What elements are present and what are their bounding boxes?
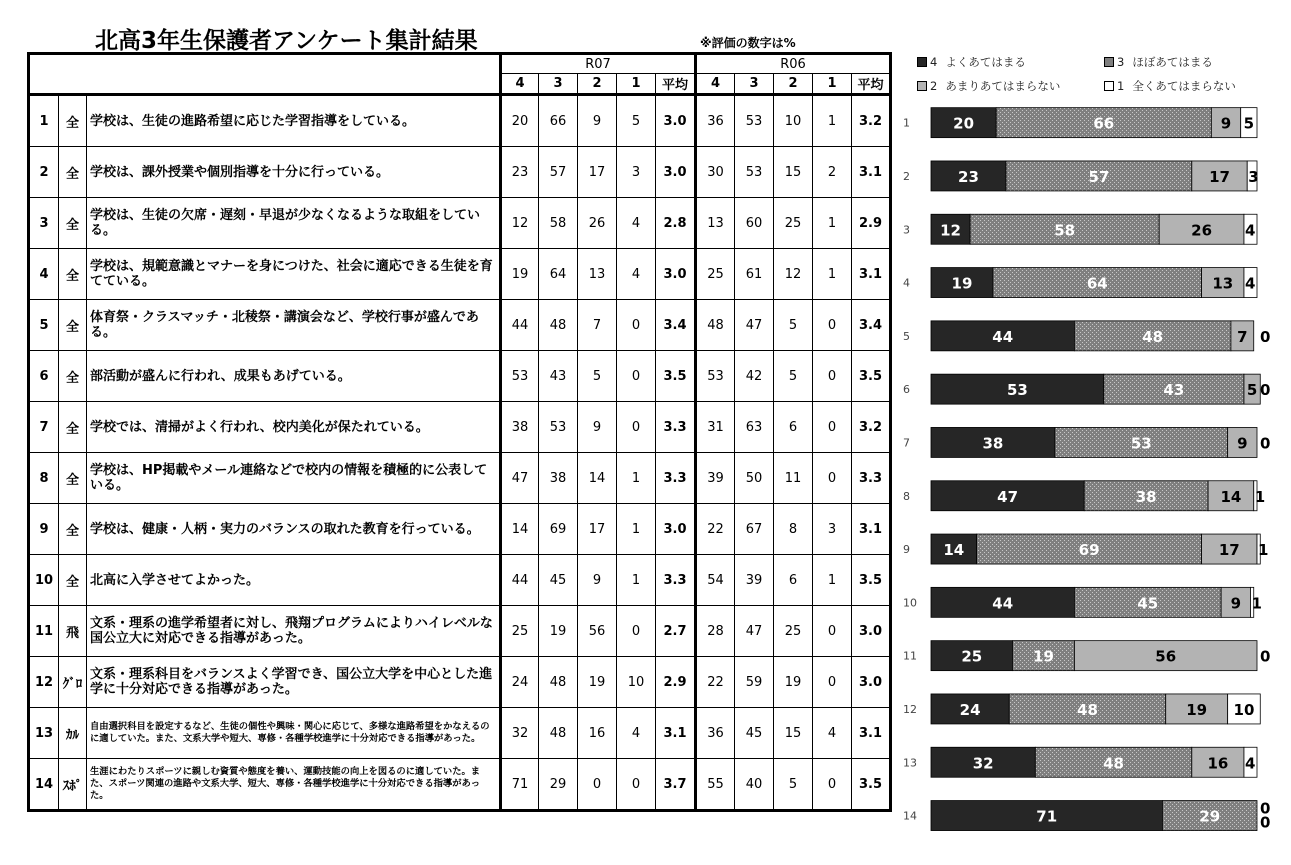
question-text: 学校では、清掃がよく行われ、校内美化が保たれている。 — [87, 402, 501, 453]
bar-value-label: 32 — [972, 754, 994, 773]
legend-label: ほぼあてはまる — [1132, 55, 1213, 69]
r07-2-value: 13 — [578, 249, 617, 300]
r06-1-value: 2 — [813, 147, 852, 198]
r06-1-value: 1 — [813, 198, 852, 249]
r07-2-value: 17 — [578, 147, 617, 198]
r06-3-value: 47 — [735, 606, 774, 657]
r07-4-value: 44 — [501, 555, 539, 606]
r06-4-value: 36 — [696, 95, 735, 147]
row-number: 3 — [29, 198, 59, 249]
r06-4-value: 39 — [696, 453, 735, 504]
question-text: 文系・理系の進学希望者に対し、飛翔プログラムによりハイレベルな国公立大に対応できる指導があった。 — [87, 606, 501, 657]
r07-avg-value: 3.4 — [656, 300, 696, 351]
category-label: 1 — [903, 116, 910, 130]
bar-value-label: 53 — [1006, 381, 1028, 400]
category-label: 13 — [903, 756, 917, 770]
legend-key: 1 — [1117, 79, 1125, 93]
r06-1-value: 0 — [813, 606, 852, 657]
row-number: 8 — [29, 453, 59, 504]
bar-value-label: 48 — [1103, 754, 1124, 773]
r07-avg-value: 2.8 — [656, 198, 696, 249]
bar-value-label: 1 — [1258, 541, 1269, 560]
question-text: 学校は、生徒の進路希望に応じた学習指導をしている。 — [87, 95, 501, 147]
category-label: 9 — [903, 543, 910, 557]
bar-value-label: 12 — [940, 221, 961, 240]
r07-4-value: 20 — [501, 95, 539, 147]
r06-avg-value: 3.0 — [852, 657, 891, 708]
row-category: 全 — [59, 249, 87, 300]
r07-avg-value: 3.7 — [656, 759, 696, 811]
r07-3-value: 43 — [539, 351, 578, 402]
r06-avg-value: 3.2 — [852, 95, 891, 147]
r07-3-value: 69 — [539, 504, 578, 555]
bar-value-label: 7 — [1237, 327, 1248, 346]
question-text: 自由選択科目を設定するなど、生徒の個性や興味・関心に応じて、多様な進路希望をかなえるのに適していた。また、文系大学や短大、専修・各種学校進学に十分対応できる指導があった。 — [87, 708, 501, 759]
r06-2-value: 5 — [774, 300, 813, 351]
r07-2-value: 9 — [578, 555, 617, 606]
r06-avg-value: 3.5 — [852, 759, 891, 811]
question-text: 学校は、生徒の欠席・遅刻・早退が少なくなるような取組をしている。 — [87, 198, 501, 249]
bar-value-label: 43 — [1163, 381, 1185, 400]
bar-value-label: 1 — [1251, 594, 1262, 613]
r06-avg-value: 3.1 — [852, 147, 891, 198]
bar-value-label: 26 — [1191, 221, 1213, 240]
r07-1-value: 4 — [617, 198, 656, 249]
r06-3-value: 42 — [735, 351, 774, 402]
r06-2-value: 19 — [774, 657, 813, 708]
r06-3-value: 60 — [735, 198, 774, 249]
row-category: 全 — [59, 351, 87, 402]
r07-4-value: 53 — [501, 351, 539, 402]
r07-avg-value: 3.0 — [656, 504, 696, 555]
bar-value-label: 25 — [961, 647, 983, 666]
category-label: 7 — [903, 436, 910, 450]
r06-avg-value: 2.9 — [852, 198, 891, 249]
r06-1-value: 0 — [813, 453, 852, 504]
r07-3-value: 57 — [539, 147, 578, 198]
question-text: 体育祭・クラスマッチ・北稜祭・講演会など、学校行事が盛んである。 — [87, 300, 501, 351]
r07-1-value: 1 — [617, 453, 656, 504]
legend-key: 4 — [930, 55, 938, 69]
bar-value-label: 1 — [1254, 487, 1266, 506]
category-label: 5 — [903, 329, 910, 343]
r07-2-value: 7 — [578, 300, 617, 351]
col-r07-2: 2 — [578, 74, 617, 95]
category-label: 2 — [903, 169, 910, 183]
r06-4-value: 22 — [696, 504, 735, 555]
r06-4-value: 53 — [696, 351, 735, 402]
question-text: 学校は、健康・人柄・実力のバランスの取れた教育を行っている。 — [87, 504, 501, 555]
r07-2-value: 56 — [578, 606, 617, 657]
r06-2-value: 25 — [774, 606, 813, 657]
r07-2-value: 0 — [578, 759, 617, 811]
r07-3-value: 29 — [539, 759, 578, 811]
bar-value-label: 24 — [959, 700, 981, 719]
bar-value-label: 14 — [1220, 487, 1242, 506]
r06-2-value: 25 — [774, 198, 813, 249]
r06-1-value: 0 — [813, 657, 852, 708]
bar-value-label: 66 — [1093, 114, 1115, 133]
row-number: 10 — [29, 555, 59, 606]
row-number: 13 — [29, 708, 59, 759]
r06-2-value: 15 — [774, 708, 813, 759]
bar-value-label: 19 — [951, 274, 973, 293]
r07-4-value: 44 — [501, 300, 539, 351]
bar-value-label: 4 — [1244, 754, 1256, 773]
bar-value-label: 5 — [1246, 381, 1258, 400]
r07-3-value: 58 — [539, 198, 578, 249]
category-label: 4 — [903, 276, 910, 290]
r07-1-value: 0 — [617, 351, 656, 402]
question-text: 北高に入学させてよかった。 — [87, 555, 501, 606]
r06-3-value: 61 — [735, 249, 774, 300]
r07-3-value: 38 — [539, 453, 578, 504]
col-r07-4: 4 — [501, 74, 539, 95]
r06-2-value: 5 — [774, 351, 813, 402]
bar-value-label: 19 — [1033, 647, 1054, 666]
header-r06: R06 — [696, 54, 891, 74]
r07-3-value: 53 — [539, 402, 578, 453]
r07-3-value: 48 — [539, 708, 578, 759]
row-category: 全 — [59, 555, 87, 606]
bar-value-label: 19 — [1186, 700, 1208, 719]
r06-2-value: 15 — [774, 147, 813, 198]
r07-avg-value: 3.3 — [656, 555, 696, 606]
r06-4-value: 54 — [696, 555, 735, 606]
r06-3-value: 67 — [735, 504, 774, 555]
bar-value-label: 23 — [958, 167, 979, 186]
bar-value-label: 48 — [1142, 327, 1164, 346]
r07-2-value: 17 — [578, 504, 617, 555]
bar-value-label: 4 — [1244, 221, 1256, 240]
category-label: 10 — [903, 596, 917, 610]
percent-note: ※評価の数字は% — [700, 36, 796, 50]
r06-avg-value: 3.5 — [852, 555, 891, 606]
bar-value-label: 64 — [1086, 274, 1108, 293]
row-number: 2 — [29, 147, 59, 198]
legend-key: 2 — [930, 79, 938, 93]
r07-3-value: 45 — [539, 555, 578, 606]
row-number: 14 — [29, 759, 59, 811]
bar-value-label: 14 — [943, 541, 965, 560]
bar-value-label: 44 — [992, 327, 1014, 346]
question-text: 学校は、規範意識とマナーを身につけた、社会に適応できる生徒を育てている。 — [87, 249, 501, 300]
col-r07-avg: 平均 — [656, 74, 696, 95]
row-number: 11 — [29, 606, 59, 657]
r07-4-value: 25 — [501, 606, 539, 657]
r06-2-value: 11 — [774, 453, 813, 504]
r07-avg-value: 3.1 — [656, 708, 696, 759]
bar-value-label: 9 — [1237, 434, 1248, 453]
category-label: 8 — [903, 489, 910, 503]
bar-value-label: 0 — [1260, 327, 1271, 346]
col-r06-4: 4 — [696, 74, 735, 95]
r07-2-value: 16 — [578, 708, 617, 759]
question-text: 部活動が盛んに行われ、成果もあげている。 — [87, 351, 501, 402]
r06-4-value: 55 — [696, 759, 735, 811]
col-r06-avg: 平均 — [852, 74, 891, 95]
row-category: 全 — [59, 504, 87, 555]
row-number: 4 — [29, 249, 59, 300]
row-number: 12 — [29, 657, 59, 708]
row-number: 5 — [29, 300, 59, 351]
question-text: 学校は、HP掲載やメール連絡などで校内の情報を積極的に公表している。 — [87, 453, 501, 504]
bar-value-label: 58 — [1054, 221, 1076, 240]
r07-1-value: 0 — [617, 300, 656, 351]
r06-1-value: 0 — [813, 402, 852, 453]
r07-4-value: 32 — [501, 708, 539, 759]
r07-4-value: 19 — [501, 249, 539, 300]
r06-1-value: 4 — [813, 708, 852, 759]
r07-4-value: 24 — [501, 657, 539, 708]
r06-4-value: 48 — [696, 300, 735, 351]
row-number: 9 — [29, 504, 59, 555]
r06-3-value: 63 — [735, 402, 774, 453]
bar-value-label: 38 — [1135, 487, 1157, 506]
r07-2-value: 5 — [578, 351, 617, 402]
bar-value-label: 0 — [1260, 813, 1271, 832]
r06-2-value: 8 — [774, 504, 813, 555]
r06-avg-value: 3.4 — [852, 300, 891, 351]
legend-label: よくあてはまる — [945, 55, 1026, 69]
r07-4-value: 12 — [501, 198, 539, 249]
r06-avg-value: 3.1 — [852, 708, 891, 759]
bar-value-label: 4 — [1244, 274, 1256, 293]
row-category: 全 — [59, 198, 87, 249]
row-category: ｽﾎﾟ — [59, 759, 87, 811]
r07-1-value: 3 — [617, 147, 656, 198]
row-category: 全 — [59, 95, 87, 147]
r06-1-value: 1 — [813, 555, 852, 606]
bar-value-label: 71 — [1036, 807, 1058, 826]
r07-avg-value: 2.7 — [656, 606, 696, 657]
r07-4-value: 14 — [501, 504, 539, 555]
legend-key: 3 — [1117, 55, 1125, 69]
legend-label: 全くあてはまらない — [1132, 79, 1236, 93]
category-label: 6 — [903, 383, 910, 397]
col-r07-3: 3 — [539, 74, 578, 95]
r06-4-value: 22 — [696, 657, 735, 708]
bar-value-label: 38 — [982, 434, 1004, 453]
r07-2-value: 26 — [578, 198, 617, 249]
bar-value-label: 53 — [1130, 434, 1152, 453]
header-r07: R07 — [501, 54, 696, 74]
question-text: 学校は、課外授業や個別指導を十分に行っている。 — [87, 147, 501, 198]
bar-value-label: 57 — [1088, 167, 1110, 186]
r07-3-value: 48 — [539, 300, 578, 351]
r07-1-value: 1 — [617, 555, 656, 606]
r07-4-value: 71 — [501, 759, 539, 811]
r07-1-value: 0 — [617, 759, 656, 811]
r06-avg-value: 3.0 — [852, 606, 891, 657]
row-category: 飛 — [59, 606, 87, 657]
bar-value-label: 16 — [1207, 754, 1229, 773]
r07-1-value: 1 — [617, 504, 656, 555]
bar-value-label: 20 — [953, 114, 975, 133]
bar-value-label: 17 — [1218, 541, 1240, 560]
legend-label: あまりあてはまらない — [945, 79, 1061, 93]
row-number: 6 — [29, 351, 59, 402]
r06-3-value: 39 — [735, 555, 774, 606]
col-r07-1: 1 — [617, 74, 656, 95]
bar-value-label: 0 — [1260, 434, 1271, 453]
r06-1-value: 0 — [813, 759, 852, 811]
category-label: 14 — [903, 809, 917, 823]
r07-avg-value: 3.3 — [656, 402, 696, 453]
row-number: 1 — [29, 95, 59, 147]
row-category: ｶﾙ — [59, 708, 87, 759]
r06-1-value: 3 — [813, 504, 852, 555]
r06-4-value: 31 — [696, 402, 735, 453]
bar-value-label: 47 — [997, 487, 1019, 506]
r06-avg-value: 3.1 — [852, 249, 891, 300]
page-title: 北高3年生保護者アンケート集計結果 — [95, 28, 478, 54]
bar-value-label: 45 — [1137, 594, 1159, 613]
r06-4-value: 25 — [696, 249, 735, 300]
r07-2-value: 9 — [578, 95, 617, 147]
r06-1-value: 0 — [813, 351, 852, 402]
r07-avg-value: 3.0 — [656, 249, 696, 300]
r06-2-value: 6 — [774, 402, 813, 453]
row-category: 全 — [59, 147, 87, 198]
bar-value-label: 0 — [1260, 647, 1271, 666]
col-r06-2: 2 — [774, 74, 813, 95]
category-label: 3 — [903, 223, 910, 237]
r06-4-value: 28 — [696, 606, 735, 657]
r06-avg-value: 3.5 — [852, 351, 891, 402]
r07-1-value: 4 — [617, 708, 656, 759]
r06-2-value: 6 — [774, 555, 813, 606]
r06-avg-value: 3.1 — [852, 504, 891, 555]
bar-value-label: 13 — [1212, 274, 1234, 293]
r06-avg-value: 3.2 — [852, 402, 891, 453]
r06-3-value: 40 — [735, 759, 774, 811]
r06-3-value: 53 — [735, 147, 774, 198]
row-number: 7 — [29, 402, 59, 453]
r07-1-value: 0 — [617, 402, 656, 453]
r06-1-value: 0 — [813, 300, 852, 351]
r07-avg-value: 3.0 — [656, 147, 696, 198]
bar-value-label: 69 — [1078, 541, 1100, 560]
category-label: 11 — [903, 649, 917, 663]
bar-value-label: 9 — [1220, 114, 1232, 133]
question-text: 文系・理系科目をバランスよく学習でき、国公立大学を中心とした進学に十分対応できる指導があった。 — [87, 657, 501, 708]
col-r06-1: 1 — [813, 74, 852, 95]
bar-value-label: 0 — [1260, 799, 1271, 818]
r07-2-value: 9 — [578, 402, 617, 453]
r07-avg-value: 3.3 — [656, 453, 696, 504]
r07-3-value: 19 — [539, 606, 578, 657]
r06-1-value: 1 — [813, 95, 852, 147]
r07-1-value: 10 — [617, 657, 656, 708]
r07-1-value: 4 — [617, 249, 656, 300]
bar-value-label: 5 — [1243, 114, 1255, 133]
r07-4-value: 23 — [501, 147, 539, 198]
r06-4-value: 13 — [696, 198, 735, 249]
r07-avg-value: 3.5 — [656, 351, 696, 402]
r07-4-value: 47 — [501, 453, 539, 504]
r06-3-value: 45 — [735, 708, 774, 759]
r06-2-value: 12 — [774, 249, 813, 300]
bar-value-label: 17 — [1209, 167, 1230, 186]
bar-value-label: 0 — [1260, 381, 1271, 400]
row-category: ｸﾞﾛ — [59, 657, 87, 708]
bar-value-label: 9 — [1230, 594, 1242, 613]
row-category: 全 — [59, 300, 87, 351]
r07-1-value: 5 — [617, 95, 656, 147]
bar-value-label: 44 — [992, 594, 1014, 613]
row-category: 全 — [59, 402, 87, 453]
col-r06-3: 3 — [735, 74, 774, 95]
r06-4-value: 36 — [696, 708, 735, 759]
r06-3-value: 53 — [735, 95, 774, 147]
bar-value-label: 48 — [1077, 700, 1098, 719]
r06-3-value: 50 — [735, 453, 774, 504]
bar-value-label: 29 — [1199, 807, 1221, 826]
r07-4-value: 38 — [501, 402, 539, 453]
r06-4-value: 30 — [696, 147, 735, 198]
r06-3-value: 47 — [735, 300, 774, 351]
r07-1-value: 0 — [617, 606, 656, 657]
r06-3-value: 59 — [735, 657, 774, 708]
bar-value-label: 10 — [1233, 700, 1255, 719]
r06-2-value: 10 — [774, 95, 813, 147]
r07-3-value: 66 — [539, 95, 578, 147]
bar-value-label: 3 — [1248, 167, 1259, 186]
r06-1-value: 1 — [813, 249, 852, 300]
row-category: 全 — [59, 453, 87, 504]
r07-3-value: 64 — [539, 249, 578, 300]
r07-2-value: 19 — [578, 657, 617, 708]
category-label: 12 — [903, 702, 917, 716]
r07-avg-value: 2.9 — [656, 657, 696, 708]
bar-value-label: 56 — [1155, 647, 1177, 666]
r06-2-value: 5 — [774, 759, 813, 811]
r06-avg-value: 3.3 — [852, 453, 891, 504]
question-text: 生涯にわたりスポーツに親しむ資質や態度を養い、運動技能の向上を図るのに適していた。また、スポーツ関連の進路や文系大学、短大、専修・各種学校進学に十分対応できる指導があった。 — [87, 759, 501, 811]
r07-avg-value: 3.0 — [656, 95, 696, 147]
r07-2-value: 14 — [578, 453, 617, 504]
r07-3-value: 48 — [539, 657, 578, 708]
